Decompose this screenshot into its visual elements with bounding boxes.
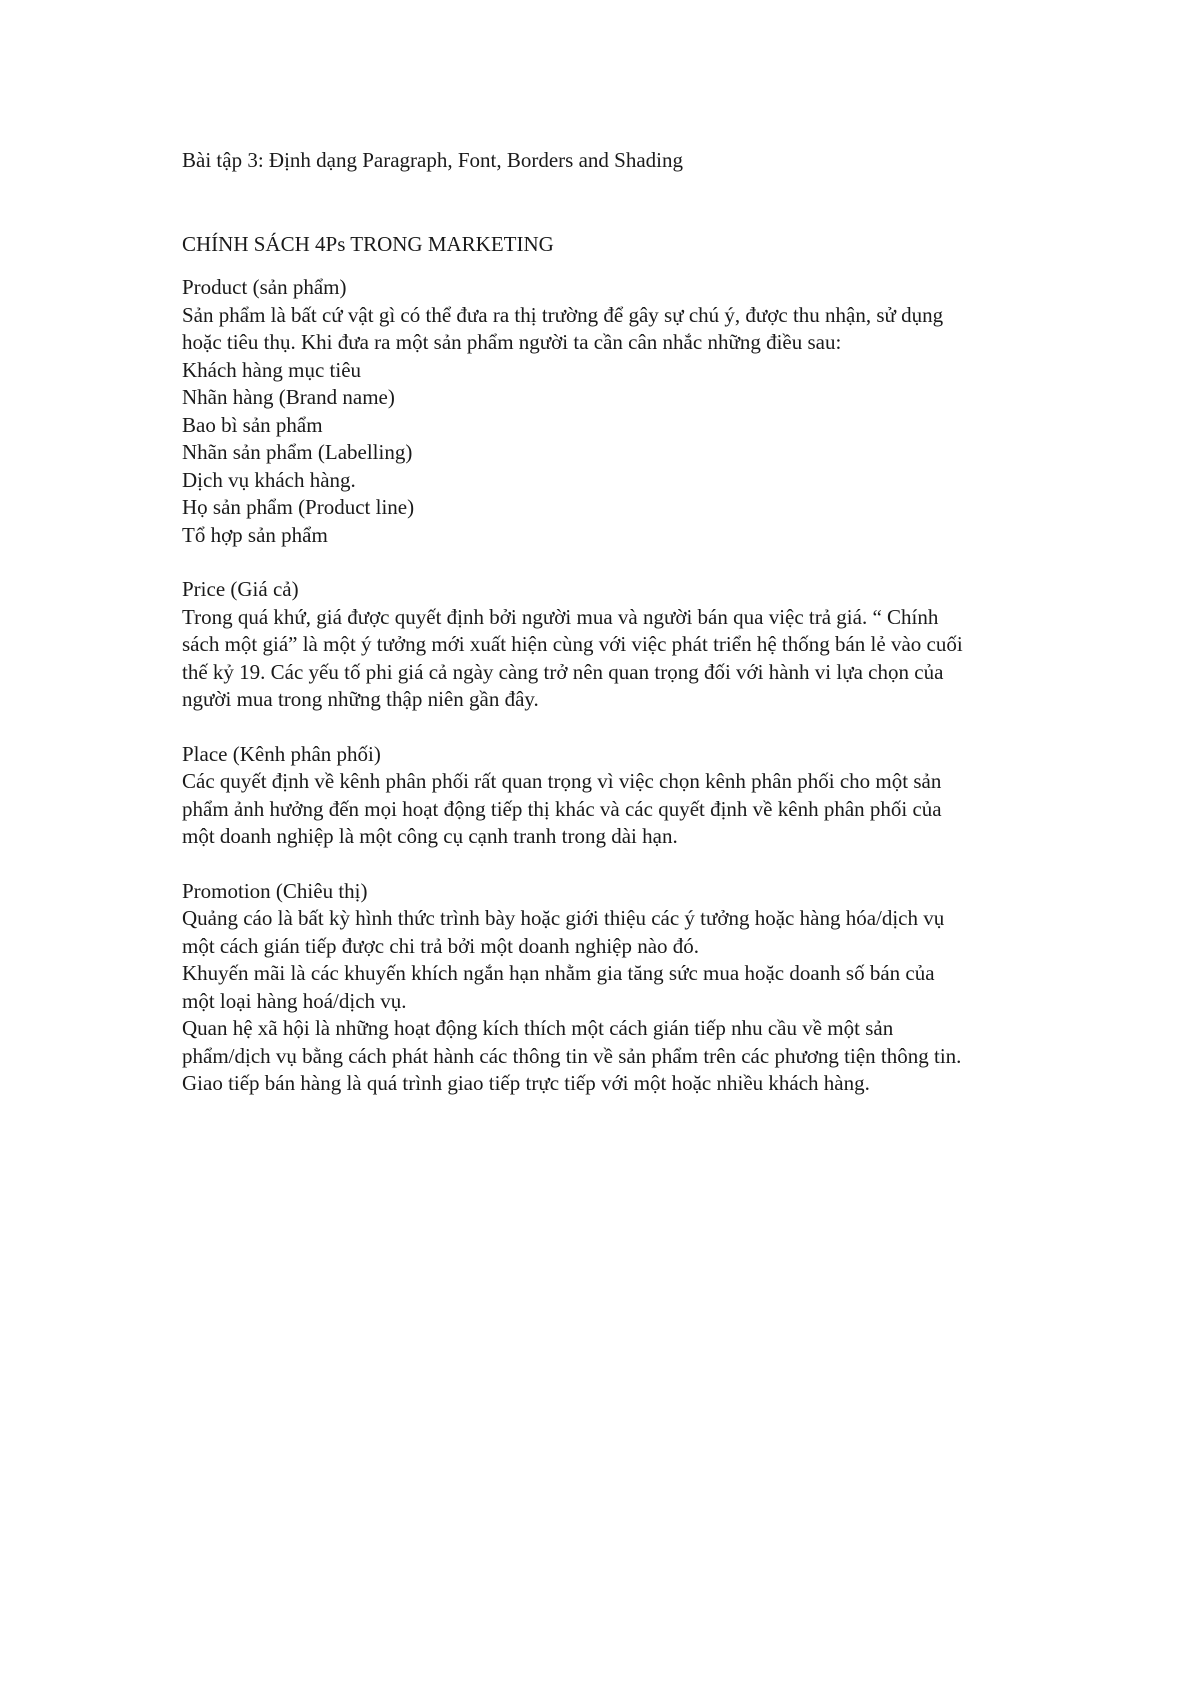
product-list-item: Dịch vụ khách hàng. (182, 467, 356, 492)
place-paragraph-line: một doanh nghiệp là một công cụ cạnh tranh trong dài hạn. (182, 824, 678, 848)
product-intro-line: Sản phẩm là bất cứ vật gì có thể đưa ra thị trường để gây sự chú ý, được thu nhận, sử dụng (182, 302, 944, 327)
section-promotion (182, 878, 1102, 1098)
section-title-product: Product (sản phẩm) (182, 275, 347, 299)
promotion-paragraph-line: một cách gián tiếp được chi trả bởi một doanh nghiệp nào đó. (182, 933, 700, 958)
promotion-paragraph-line: Khuyến mãi là các khuyến khích ngắn hạn nhằm gia tăng sức mua hoặc doanh số bán của (182, 961, 935, 985)
promotion-paragraph-line: phẩm/dịch vụ bằng cách phát hành các thông tin về sản phẩm trên các phương tiện thông tin. (182, 1043, 962, 1068)
document-body (182, 147, 1102, 1125)
section-title-place: Place (Kênh phân phối) (182, 741, 381, 766)
section-title-price: Price (Giá cả) (182, 577, 299, 601)
product-list-item: Khách hàng mục tiêu (182, 357, 362, 382)
place-paragraph-line: Các quyết định về kênh phân phối rất quan trọng vì việc chọn kênh phân phối cho một sản (182, 769, 942, 793)
price-paragraph-line: thế kỷ 19. Các yếu tố phi giá cả ngày càng trở nên quan trọng đối với hành vi lựa chọn của (182, 659, 944, 684)
promotion-paragraph-line: Quan hệ xã hội là những hoạt động kích thích một cách gián tiếp nhu cầu về một sản (182, 1016, 894, 1040)
promotion-paragraph-line: Giao tiếp bán hàng là quá trình giao tiếp trực tiếp với một hoặc nhiều khách hàng. (182, 1071, 870, 1095)
product-intro-line: hoặc tiêu thụ. Khi đưa ra một sản phẩm người ta cần cân nhắc những điều sau: (182, 330, 842, 354)
section-place (182, 741, 1102, 851)
section-product (182, 274, 1102, 549)
main-heading: CHÍNH SÁCH 4Ps TRONG MARKETING (182, 231, 554, 256)
price-paragraph-line: sách một giá” là một ý tưởng mới xuất hiện cùng với việc phát triển hệ thống bán lẻ vào cuối (182, 632, 963, 656)
section-price (182, 576, 1102, 714)
product-list-item: Nhãn sản phẩm (Labelling) (182, 440, 413, 464)
exercise-title: Bài tập 3: Định dạng Paragraph, Font, Borders and Shading (182, 148, 684, 172)
product-list-item: Họ sản phẩm (Product line) (182, 495, 415, 519)
product-list-item: Nhãn hàng (Brand name) (182, 385, 395, 409)
section-title-promotion: Promotion (Chiêu thị) (182, 878, 368, 903)
promotion-paragraph-line: Quảng cáo là bất kỳ hình thức trình bày hoặc giới thiệu các ý tưởng hoặc hàng hóa/dịch vụ (182, 906, 945, 930)
product-list-item: Tổ hợp sản phẩm (182, 522, 328, 547)
price-paragraph-line: Trong quá khứ, giá được quyết định bởi người mua và người bán qua việc trả giá. “ Chính (182, 604, 939, 629)
price-paragraph-line: người mua trong những thập niên gần đây. (182, 687, 539, 711)
place-paragraph-line: phẩm ảnh hưởng đến mọi hoạt động tiếp thị khác và các quyết định về kênh phân phối của (182, 796, 942, 821)
product-list-item: Bao bì sản phẩm (182, 412, 323, 437)
promotion-paragraph-line: một loại hàng hoá/dịch vụ. (182, 988, 407, 1013)
